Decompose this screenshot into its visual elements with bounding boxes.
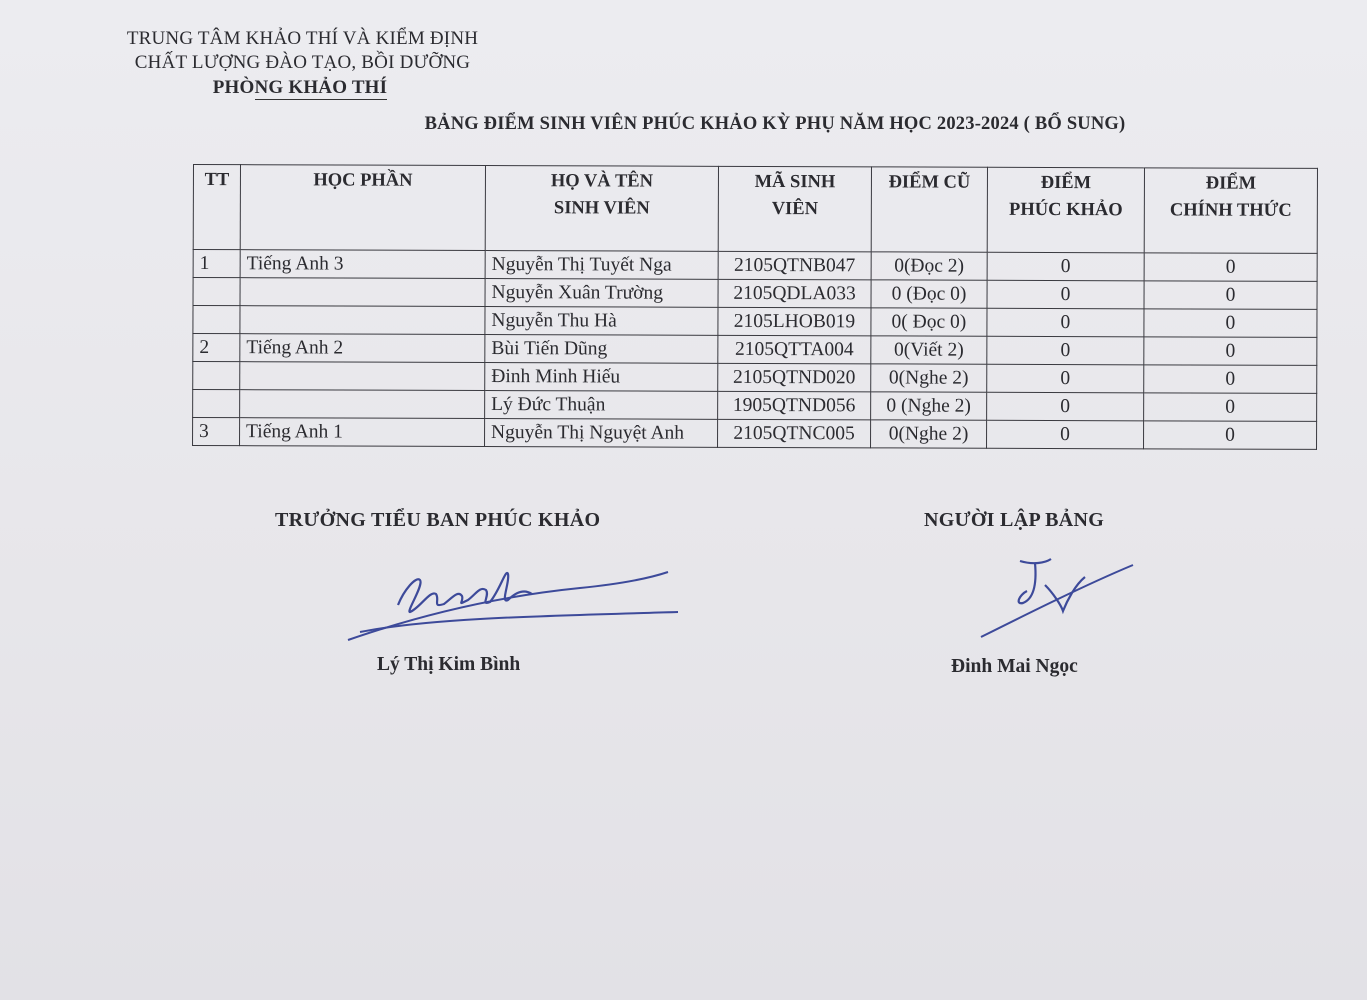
department-name bbox=[195, 77, 405, 99]
left-signature-image bbox=[340, 560, 685, 650]
header-diem-cu: ĐIỂM CŨ bbox=[871, 167, 987, 252]
cell-ma: 1905QTND056 bbox=[718, 391, 871, 420]
cell-diem-cu: 0(Đọc 2) bbox=[871, 252, 987, 280]
cell-diem-ct: 0 bbox=[1144, 393, 1317, 422]
document-title: BẢNG ĐIỂM SINH VIÊN PHÚC KHẢO KỲ PHỤ NĂM HỌC 2023-2024 ( BỔ SUNG) bbox=[424, 114, 1126, 134]
cell-tt: 2 bbox=[193, 334, 240, 362]
table-row bbox=[193, 418, 1317, 450]
table-header-row bbox=[193, 165, 1317, 254]
cell-diem-cu: 0(Nghe 2) bbox=[871, 420, 987, 448]
table-row bbox=[193, 278, 1317, 310]
cell-diem-pk: 0 bbox=[987, 308, 1144, 337]
cell-diem-cu: 0( Đọc 0) bbox=[871, 308, 987, 336]
cell-name: Nguyễn Thị Nguyệt Anh bbox=[485, 419, 718, 448]
org-name-line2: CHẤT LƯỢNG ĐÀO TẠO, BỒI DƯỠNG bbox=[134, 52, 471, 73]
cell-tt bbox=[193, 278, 240, 306]
cell-tt bbox=[193, 306, 240, 334]
cell-ma: 2105QTNB047 bbox=[718, 251, 871, 280]
cell-tt bbox=[193, 390, 240, 418]
cell-name: Nguyễn Thị Tuyết Nga bbox=[485, 251, 718, 280]
cell-ma: 2105QTND020 bbox=[718, 363, 871, 392]
header-diem-phuc-khao: ĐIỂM PHÚC KHẢO bbox=[987, 167, 1144, 253]
cell-hoc-phan: Tiếng Anh 2 bbox=[240, 334, 485, 363]
table-row bbox=[193, 306, 1317, 338]
right-signer-title: NGƯỜI LẬP BẢNG bbox=[924, 509, 1105, 531]
department-name-part2: NG KHẢO THÍ bbox=[254, 77, 388, 98]
left-signer-name: Lý Thị Kim Bình bbox=[377, 654, 521, 675]
cell-diem-ct: 0 bbox=[1144, 309, 1317, 338]
table-row bbox=[193, 390, 1317, 422]
cell-diem-ct: 0 bbox=[1144, 253, 1317, 282]
header-hoc-phan: HỌC PHẦN bbox=[240, 165, 485, 251]
cell-diem-pk: 0 bbox=[987, 420, 1144, 449]
cell-diem-ct: 0 bbox=[1144, 281, 1317, 310]
cell-name: Đinh Minh Hiếu bbox=[485, 363, 718, 392]
header-diem-chinh-thuc: ĐIỂM CHÍNH THỨC bbox=[1144, 168, 1317, 254]
cell-hoc-phan: Tiếng Anh 3 bbox=[240, 250, 485, 279]
cell-hoc-phan bbox=[240, 390, 485, 419]
cell-tt: 1 bbox=[193, 250, 240, 278]
cell-ma: 2105QDLA033 bbox=[718, 279, 871, 308]
table-row bbox=[193, 334, 1317, 366]
table-row bbox=[193, 362, 1317, 394]
cell-diem-cu: 0(Viết 2) bbox=[871, 336, 987, 364]
cell-hoc-phan bbox=[240, 362, 485, 391]
cell-name: Nguyễn Xuân Trường bbox=[485, 279, 718, 308]
cell-tt bbox=[193, 362, 240, 390]
table-row bbox=[193, 250, 1317, 282]
header-ho-ten: HỌ VÀ TÊN SINH VIÊN bbox=[485, 166, 718, 252]
score-table bbox=[192, 164, 1318, 450]
right-signature-image bbox=[975, 555, 1140, 645]
org-name-line1: TRUNG TÂM KHẢO THÍ VÀ KIỂM ĐỊNH bbox=[126, 28, 479, 49]
cell-diem-cu: 0 (Đọc 0) bbox=[871, 280, 987, 308]
cell-diem-pk: 0 bbox=[987, 280, 1144, 309]
header-tt: TT bbox=[193, 165, 240, 250]
cell-diem-pk: 0 bbox=[987, 252, 1144, 281]
cell-diem-cu: 0(Nghe 2) bbox=[871, 364, 987, 392]
left-signer-title: TRƯỞNG TIỂU BAN PHÚC KHẢO bbox=[275, 509, 601, 531]
cell-diem-ct: 0 bbox=[1144, 421, 1317, 450]
cell-diem-pk: 0 bbox=[987, 392, 1144, 421]
department-name-part1: PHÒ bbox=[212, 77, 255, 98]
cell-diem-pk: 0 bbox=[987, 364, 1144, 393]
cell-tt: 3 bbox=[193, 418, 240, 446]
right-signer-name: Đinh Mai Ngọc bbox=[951, 656, 1078, 677]
cell-ma: 2105LHOB019 bbox=[718, 307, 871, 336]
cell-diem-cu: 0 (Nghe 2) bbox=[871, 392, 987, 420]
cell-diem-ct: 0 bbox=[1144, 337, 1317, 366]
cell-name: Nguyễn Thu Hà bbox=[485, 307, 718, 336]
header-ma-sinh-vien: MÃ SINH VIÊN bbox=[718, 166, 871, 252]
cell-name: Bùi Tiến Dũng bbox=[485, 335, 718, 364]
cell-ma: 2105QTTA004 bbox=[718, 335, 871, 364]
cell-name: Lý Đức Thuận bbox=[485, 391, 718, 420]
cell-hoc-phan: Tiếng Anh 1 bbox=[240, 418, 485, 447]
cell-hoc-phan bbox=[240, 278, 485, 307]
cell-diem-pk: 0 bbox=[987, 336, 1144, 365]
cell-hoc-phan bbox=[240, 306, 485, 335]
cell-diem-ct: 0 bbox=[1144, 365, 1317, 394]
cell-ma: 2105QTNC005 bbox=[718, 419, 871, 448]
